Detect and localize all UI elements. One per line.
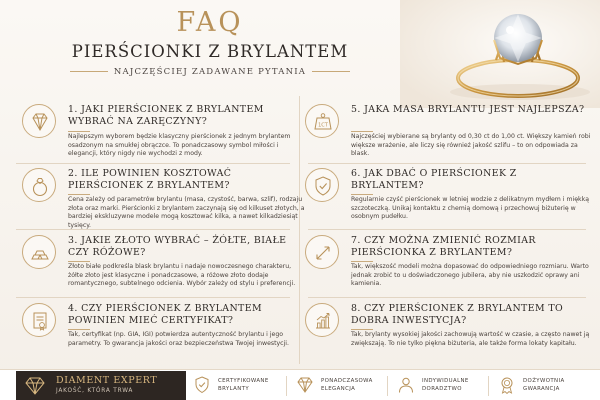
- header: [0, 6, 420, 78]
- feature-label: PONADCZASOWA ELEGANCJA: [321, 378, 373, 392]
- investment-chart-icon: [305, 303, 339, 337]
- carat-weight-icon: [305, 104, 339, 138]
- row-divider: [16, 163, 290, 164]
- faq-answer-2: Cena zależy od parametrów brylantu (masa, czystość, barwa, szlif), rodzaju złota oraz marki. Pierścionki z brylantem zaczynają się od kilkuset złotych, a bardziej ekskluzywne modele mogą kosztować kilka, a nawet kilkadziesiąt tysięcy.: [68, 196, 305, 229]
- subtitle-rule-left: [70, 71, 108, 72]
- question-underline: [351, 131, 373, 132]
- row-divider: [16, 297, 290, 298]
- faq-answer-3: Złoto białe podkreśla blask brylantu i nadaje nowoczesnego charakteru, żółte złoto jest klasyczne i ponadczasowe, a różowe złoto dodaje romantycznego, subtelnego odcienia. Wybór zależy od stylu i preferencji.: [68, 263, 296, 288]
- row-divider: [308, 163, 586, 164]
- subtitle-rule-right: [312, 71, 350, 72]
- question-underline: [351, 261, 373, 262]
- question-underline: [68, 194, 90, 195]
- person-icon: [396, 375, 416, 395]
- question-underline: [68, 131, 90, 132]
- feature-separator: [286, 376, 287, 396]
- feature-separator: [488, 376, 489, 396]
- feature-label: CERTYFIKOWANE BRYLANTY: [218, 378, 269, 392]
- certificate-icon: [22, 303, 56, 337]
- feature-label: DOŻYWOTNIA GWARANCJA: [523, 378, 565, 392]
- shield-check-icon: [192, 375, 212, 395]
- question-underline: [68, 261, 90, 262]
- faq-answer-8: Tak, brylanty wysokiej jakości zachowują wartość w czasie, a często nawet ją zwiększają. To nie tylko piękna biżuteria, ale także forma lokaty kapitału.: [351, 331, 590, 347]
- faq-question-3: 3. JAKIE ZŁOTO WYBRAĆ – ŻÓŁTE, BIAŁE CZY RÓŻOWE?: [68, 235, 287, 258]
- question-underline: [351, 329, 373, 330]
- diamond-icon: [22, 104, 56, 138]
- faq-answer-6: Regularnie czyść pierścionek w letniej wodzie z delikatnym mydłem i miękką szczoteczką. Unikaj kontaktu z chemią domową i przechowuj biżuterię w osobnym pudełku.: [351, 196, 590, 221]
- row-divider: [308, 297, 586, 298]
- faq-question-5: 5. JAKA MASA BRYLANTU JEST NAJLEPSZA?: [351, 104, 585, 115]
- faq-heading: FAQ: [176, 7, 244, 38]
- page-subtitle: [0, 66, 420, 78]
- feature-separator: [387, 376, 388, 396]
- shield-check-icon: [305, 168, 339, 202]
- diamond-icon: [295, 375, 315, 395]
- carat-label: 1CT: [318, 122, 328, 129]
- faq-answer-5: Najczęściej wybierane są brylanty od 0,30 ct do 1,00 ct. Większy kamień robi większe wrażenie, ale liczy się również jakość szlifu – to on odpowiada za blask.: [351, 133, 591, 158]
- row-divider: [308, 229, 586, 230]
- faq-question-1: 1. JAKI PIERŚCIONEK Z BRYLANTEM WYBRAĆ NA ZARĘCZYNY?: [68, 104, 264, 127]
- brand-slogan: JAKOŚĆ, KTÓRA TRWA: [56, 388, 134, 394]
- faq-question-4: 4. CZY PIERŚCIONEK Z BRYLANTEM POWINIEN MIEĆ CERTYFIKAT?: [68, 303, 262, 326]
- subtitle-text: NAJCZĘŚCIEJ ZADAWANE PYTANIA: [113, 67, 307, 77]
- brand-block: [16, 371, 186, 400]
- faq-question-8: 8. CZY PIERŚCIONEK Z BRYLANTEM TO DOBRA INWESTYCJA?: [351, 303, 564, 326]
- feature-label: INDYWIDUALNE DORADZTWO: [422, 378, 469, 392]
- page-title: PIERŚCIONKI Z BRYLANTEM: [71, 42, 349, 61]
- resize-arrows-icon: [305, 235, 339, 269]
- brand-diamond-icon: [22, 376, 48, 396]
- faq-answer-7: Tak, większość modeli można dopasować do odpowiedniego rozmiaru. Warto jednak zrobić to u doświadczonego jubilera, aby nie uszkodzić oprawy ani kamienia.: [351, 263, 589, 288]
- faq-question-2: 2. ILE POWINIEN KOSZTOWAĆ PIERŚCIONEK Z BRYLANTEM?: [68, 168, 232, 191]
- gold-bars-icon: [22, 235, 56, 269]
- faq-question-6: 6. JAK DBAĆ O PIERŚCIONEK Z BRYLANTEM?: [351, 168, 517, 191]
- brand-name: DIAMENT EXPERT: [56, 375, 158, 386]
- question-underline: [351, 194, 373, 195]
- diamond-ring-image: [400, 0, 600, 108]
- ring-icon: [22, 168, 56, 202]
- medal-icon: [497, 375, 517, 395]
- footer-bar: [0, 369, 600, 400]
- faq-answer-4: Tak, certyfikat (np. GIA, IGI) potwierdza autentyczność brylantu i jego parametry. To gwarancja jakości oraz bezpieczeństwa Twojej inwestycji.: [68, 331, 289, 347]
- faq-answer-1: Najlepszym wyborem będzie klasyczny pierścionek z jednym brylantem osadzonym na smukłej obrączce. To ponadczasowy symbol miłości i elegancji, który nigdy nie wychodzi z mody.: [68, 133, 291, 158]
- faq-question-7: 7. CZY MOŻNA ZMIENIĆ ROZMIAR PIERŚCIONKA Z BRYLANTEM?: [351, 235, 536, 258]
- question-underline: [68, 329, 90, 330]
